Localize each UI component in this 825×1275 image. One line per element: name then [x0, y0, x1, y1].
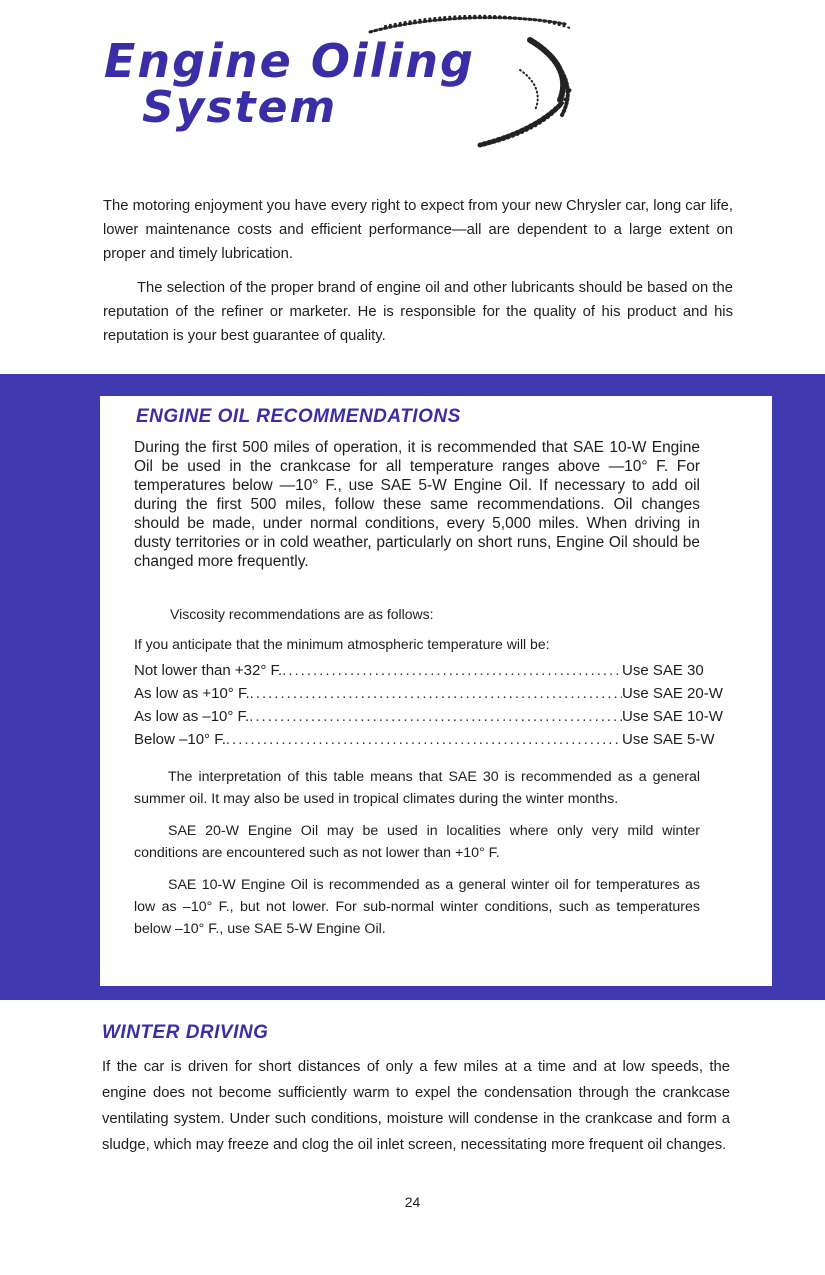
engine-oil-heading: ENGINE OIL RECOMMENDATIONS	[136, 406, 461, 427]
note-paragraph-1: The interpretation of this table means that SAE 30 is recommended as a general summer oil. It may also be used in tropical climates during the winter months.	[134, 769, 700, 807]
temperature-condition: As low as +10° F.	[134, 685, 250, 702]
leader-dots	[249, 708, 622, 725]
note-paragraph-3: SAE 10-W Engine Oil is recommended as a general winter oil for temperatures as low as –10° F., but not lower. For sub-normal winter conditions, such as temperatures below –10° F., use SAE 5-W Engine Oil.	[134, 877, 700, 937]
temperature-condition: Below –10° F.	[134, 731, 226, 748]
recommended-oil: Use SAE 30	[622, 662, 704, 679]
table-notes	[134, 766, 700, 950]
viscosity-intro: Viscosity recommendations are as follows:	[170, 606, 434, 622]
engine-oil-panel	[100, 396, 772, 986]
title-line-1: Engine Oiling	[104, 34, 475, 88]
recommended-oil: Use SAE 20-W	[622, 685, 723, 702]
page-number: 24	[404, 1194, 421, 1210]
viscosity-table	[134, 662, 723, 754]
temperature-intro: If you anticipate that the minimum atmospheric temperature will be:	[134, 636, 550, 652]
winter-driving-heading: WINTER DRIVING	[102, 1022, 269, 1043]
table-row	[134, 662, 704, 685]
leader-dots	[226, 731, 622, 748]
table-row	[134, 708, 723, 731]
note-paragraph-2: SAE 20-W Engine Oil may be used in localities where only very mild winter conditions are encountered such as not lower than +10° F.	[134, 823, 700, 861]
temperature-condition: Not lower than +32° F.	[134, 662, 283, 679]
table-row	[134, 731, 715, 754]
intro-paragraph-2: The selection of the proper brand of engine oil and other lubricants should be based on the reputation of the refiner or marketer. He is responsible for the quality of his product and his reputation is your best guarantee of quality.	[103, 280, 733, 344]
recommended-oil: Use SAE 10-W	[622, 708, 723, 725]
leader-dots	[282, 662, 622, 679]
leader-dots	[250, 685, 622, 702]
title-line-2: System	[142, 82, 338, 133]
intro-paragraph-1: The motoring enjoyment you have every right to expect from your new Chrysler car, long car life, lower maintenance costs and efficient performance—all are dependent to a large extent on proper and timely lubrication.	[103, 198, 733, 262]
intro-text	[103, 194, 733, 348]
brush-stroke-decoration	[330, 10, 610, 150]
recommended-oil: Use SAE 5-W	[622, 731, 715, 748]
engine-oil-body: During the first 500 miles of operation, it is recommended that SAE 10-W Engine Oil be used in the crankcase for all temperature ranges above —10° F. For temperatures below —10° F., use SAE 5-W Engine Oil. If necessary to add oil during the first 500 miles, follow these same recommendations. Oil changes should be made, under normal conditions, every 5,000 miles. When driving in dusty territories or in cold weather, particularly on short runs, Engine Oil should be changed more frequently.	[134, 439, 700, 570]
temperature-condition: As low as –10° F.	[134, 708, 250, 725]
table-row	[134, 685, 723, 708]
winter-driving-body: If the car is driven for short distances of only a few miles at a time and at low speeds, the engine does not become sufficiently warm to expel the condensation through the crankcase ventilating system. Under such conditions, moisture will condense in the crankcase and form a sludge, which may freeze and clog the oil inlet screen, necessitating more frequent oil changes.	[102, 1059, 730, 1153]
